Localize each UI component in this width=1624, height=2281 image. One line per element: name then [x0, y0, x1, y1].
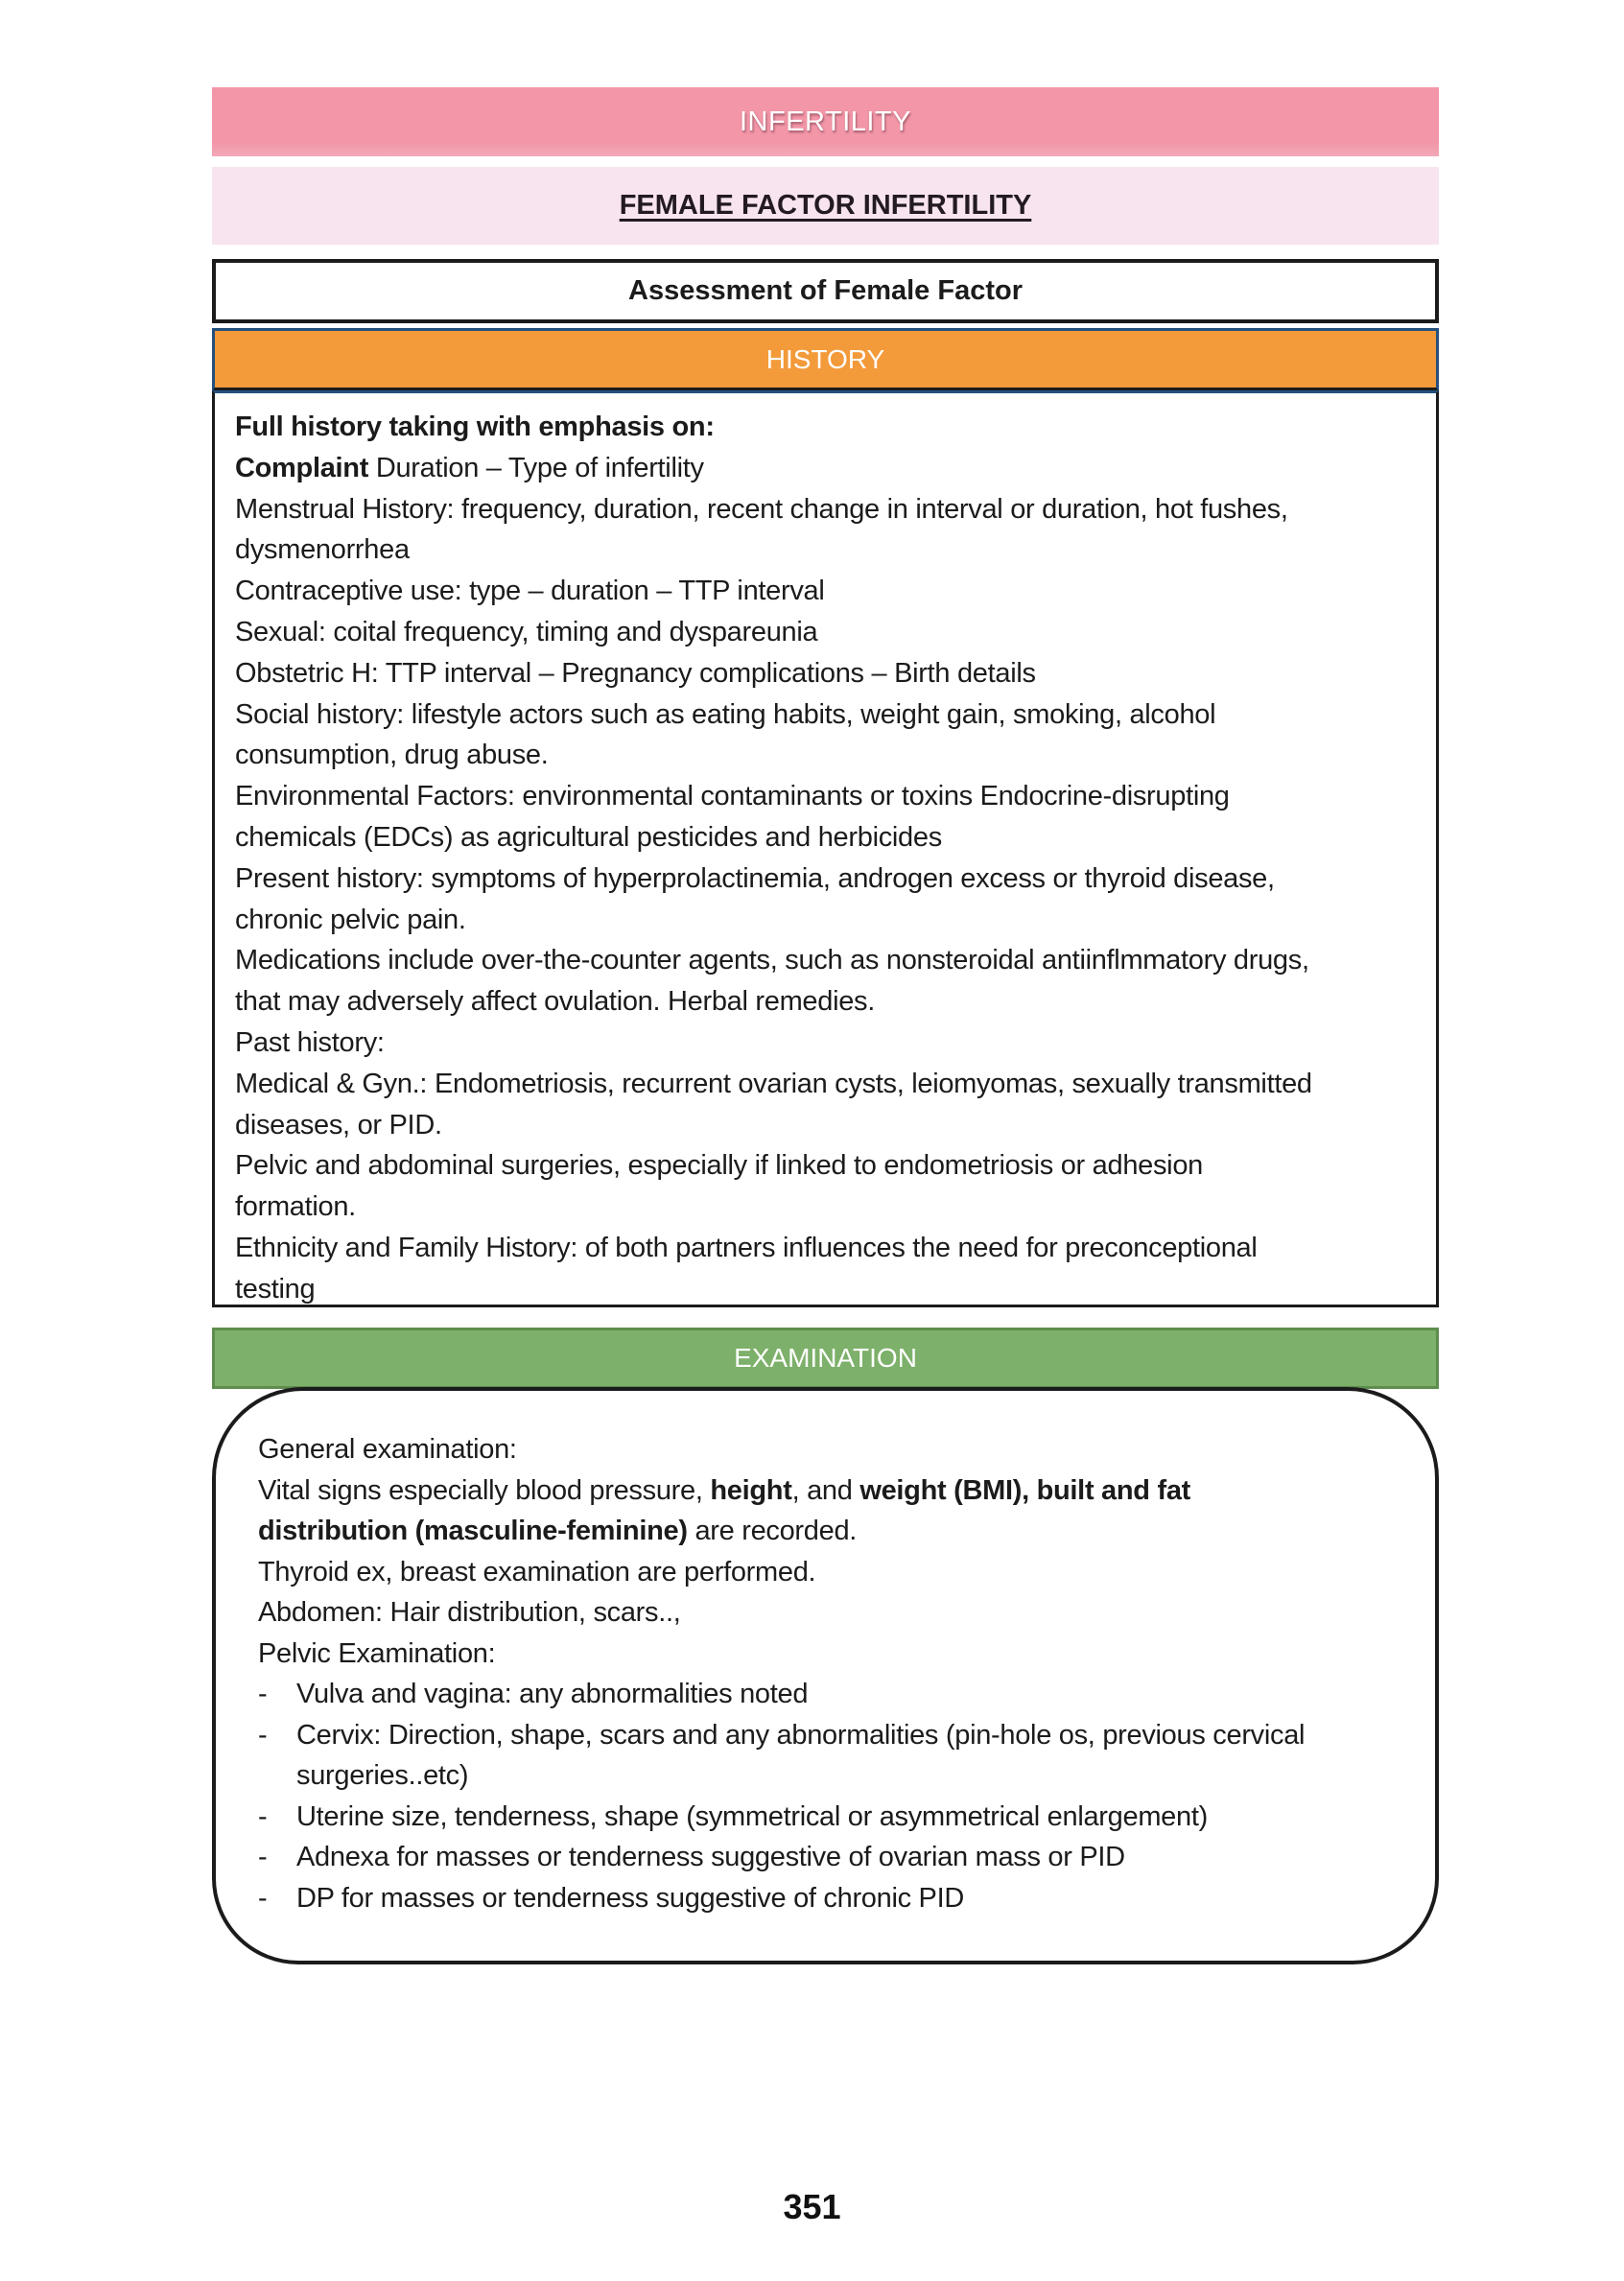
pelvic-list-item	[258, 1797, 1416, 1838]
history-line: Environmental Factors: environmental contaminants or toxins Endocrine-disrupting	[235, 781, 1230, 812]
pelvic-list-item-continued	[258, 1755, 1416, 1797]
bullet-dash-icon: -	[258, 1800, 268, 1832]
history-line: Present history: symptoms of hyperprolactinemia, androgen excess or thyroid disease,	[235, 862, 1275, 894]
abdomen-line: Abdomen: Hair distribution, scars..,	[258, 1597, 681, 1628]
history-line: testing	[235, 1273, 316, 1305]
thyroid-breast-line: Thyroid ex, breast examination are performed.	[258, 1556, 816, 1587]
history-line: Medications include over-the-counter agents, such as nonsteroidal antiinflmmatory drugs,	[235, 945, 1309, 976]
history-heading: HISTORY	[765, 343, 885, 374]
history-line	[235, 448, 1417, 489]
vitals-bold-height: height	[710, 1474, 792, 1506]
pelvic-list-item	[258, 1674, 1416, 1715]
history-line: formation.	[235, 1191, 356, 1223]
vitals-text: Vital signs especially blood pressure,	[258, 1474, 711, 1506]
history-line: consumption, drug abuse.	[235, 740, 549, 771]
chapter-title-banner	[212, 87, 1439, 156]
assessment-heading: Assessment of Female Factor	[628, 275, 1023, 306]
pelvic-item-text: Cervix: Direction, shape, scars and any abnormalities (pin-hole os, previous cervical	[296, 1719, 1306, 1751]
history-line: chronic pelvic pain.	[235, 904, 466, 935]
vitals-text: are recorded.	[687, 1516, 858, 1546]
history-line: Ethnicity and Family History: of both partners influences the need for preconceptional	[235, 1232, 1258, 1263]
page-number: 351	[783, 2187, 841, 2226]
pelvic-item-text: surgeries..etc)	[296, 1760, 469, 1791]
pelvic-examination-label: Pelvic Examination:	[258, 1637, 496, 1669]
history-header-bar	[212, 328, 1439, 391]
pelvic-list-item	[258, 1878, 1416, 1919]
vitals-bold-weight: weight (BMI), built and fat	[859, 1474, 1191, 1506]
history-line	[235, 407, 1417, 448]
pelvic-list-item	[258, 1837, 1416, 1878]
bullet-indent	[258, 1755, 296, 1797]
vitals-bold-distribution: distribution (masculine-feminine)	[258, 1516, 688, 1546]
pelvic-item-text: Uterine size, tenderness, shape (symmetrical or asymmetrical enlargement)	[296, 1800, 1208, 1832]
history-line: diseases, or PID.	[235, 1109, 442, 1140]
vital-signs-line-continued	[258, 1511, 1416, 1552]
history-line: Social history: lifestyle actors such as eating habits, weight gain, smoking, alcohol	[235, 698, 1216, 730]
bullet-dash-icon: -	[258, 1679, 268, 1709]
vital-signs-line	[258, 1470, 1416, 1512]
history-line: dysmenorrhea	[235, 534, 410, 566]
history-line: chemicals (EDCs) as agricultural pesticides and herbicides	[235, 821, 942, 853]
assessment-heading-box	[212, 259, 1439, 323]
section-subtitle: FEMALE FACTOR INFERTILITY	[619, 190, 1032, 221]
history-line: Medical & Gyn.: Endometriosis, recurrent ovarian cysts, leiomyomas, sexually transmitted	[235, 1068, 1312, 1099]
bullet-dash-icon: -	[258, 1719, 268, 1751]
pelvic-item-text: Adnexa for masses or tenderness suggestive of ovarian mass or PID	[296, 1842, 1125, 1872]
history-line-bold: Full history taking with emphasis on:	[235, 412, 715, 442]
history-line: Contraceptive use: type – duration – TTP interval	[235, 576, 825, 607]
history-line-text: Duration – Type of infertility	[368, 452, 704, 483]
examination-heading: EXAMINATION	[734, 1343, 917, 1373]
general-examination-label: General examination:	[258, 1434, 517, 1465]
examination-header-bar	[212, 1328, 1439, 1389]
history-line: that may adversely affect ovulation. Herbal remedies.	[235, 986, 876, 1018]
vitals-text: , and	[791, 1474, 860, 1506]
history-line: Sexual: coital frequency, timing and dyspareunia	[235, 616, 818, 647]
pelvic-item-text: Vulva and vagina: any abnormalities noted	[296, 1679, 809, 1709]
pelvic-item-text: DP for masses or tenderness suggestive of chronic PID	[296, 1882, 965, 1914]
history-content-box	[212, 390, 1439, 1307]
history-line: Menstrual History: frequency, duration, recent change in interval or duration, hot fushes,	[235, 493, 1288, 525]
pelvic-list-item	[258, 1715, 1416, 1756]
bullet-dash-icon: -	[258, 1842, 268, 1872]
examination-content-box	[212, 1387, 1439, 1964]
bullet-dash-icon: -	[258, 1882, 268, 1914]
chapter-title: INFERTILITY	[740, 106, 911, 137]
section-subtitle-banner	[212, 167, 1439, 245]
history-line: Pelvic and abdominal surgeries, especially if linked to endometriosis or adhesion	[235, 1150, 1203, 1182]
history-line: Obstetric H: TTP interval – Pregnancy complications – Birth details	[235, 657, 1036, 689]
history-line-bold: Complaint	[235, 452, 369, 483]
history-line: Past history:	[235, 1026, 385, 1058]
